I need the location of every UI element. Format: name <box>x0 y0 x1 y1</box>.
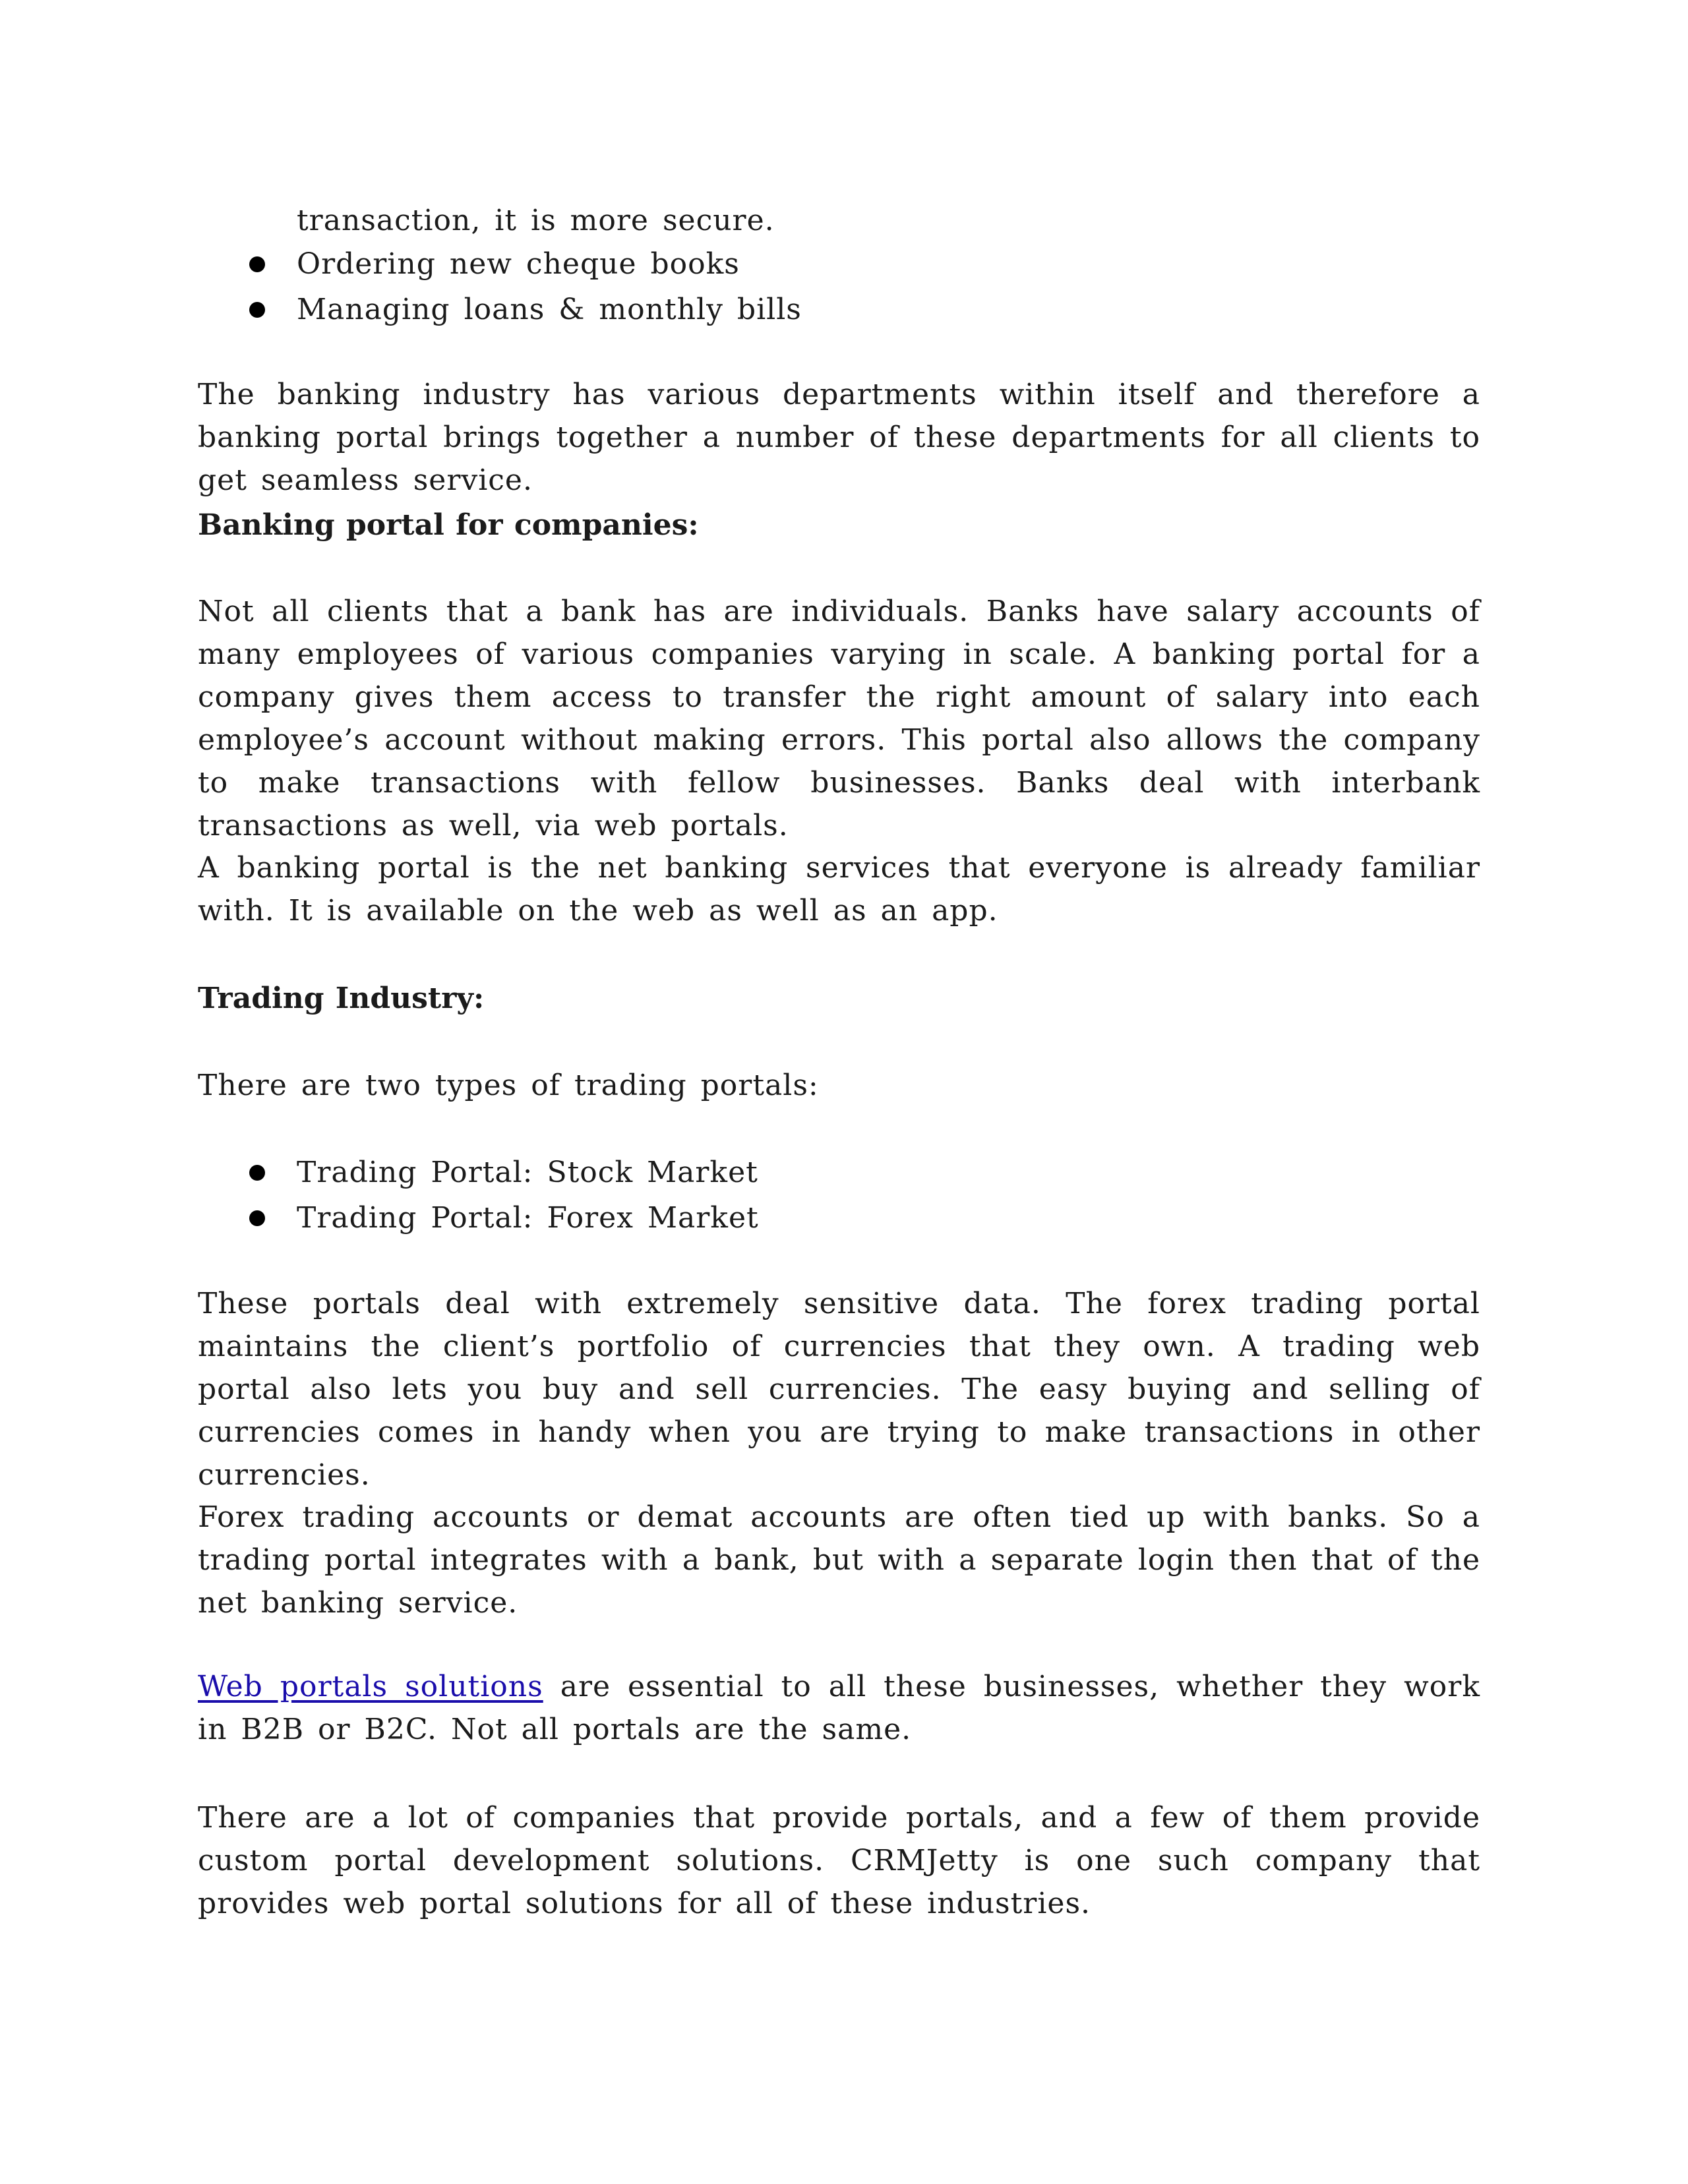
bullet-list-banking-services <box>198 241 1480 332</box>
paragraph-trading-types-intro: There are two types of trading portals: <box>198 1069 819 1102</box>
paragraph-crmjetty: There are a lot of companies that provide portals, and a few of them provide custom portal development solutions. CRMJetty is one such company that provides web portal solutions for all of these industries. <box>198 1801 1480 1920</box>
list-item-text: Managing loans & monthly bills <box>297 293 802 326</box>
bullet-list-trading-portals <box>198 1150 1480 1241</box>
paragraph-net-banking: A banking portal is the net banking services that everyone is already familiar with. It is available on the web as well as an app. <box>198 851 1480 928</box>
bullet-dot-icon <box>249 1210 265 1226</box>
list-item-text: Ordering new cheque books <box>297 247 740 281</box>
paragraph-forex-accounts: Forex trading accounts or demat accounts are often tied up with banks. So a trading portal integrates with a bank, but with a separate login then that of the net banking service. <box>198 1500 1480 1620</box>
list-item <box>198 287 1480 332</box>
list-item-text: Trading Portal: Stock Market <box>297 1156 758 1189</box>
paragraph-forex-portal: These portals deal with extremely sensitive data. The forex trading portal maintains the client’s portfolio of currencies that they own. A trading web portal also lets you buy and sell currencies. The easy buying and selling of currencies comes in handy when you are trying to make transactions in other currencies. <box>198 1287 1480 1492</box>
web-portals-solutions-link[interactable]: Web portals solutions <box>198 1670 543 1703</box>
continuation-text: transaction, it is more secure. <box>297 204 775 237</box>
paragraph-company-portal: Not all clients that a bank has are individuals. Banks have salary accounts of many employees of various companies varying in scale. A banking portal for a company gives them access to transfer the right amount of salary into each employee’s account without making errors. This portal also allows the company to make transactions with fellow businesses. Banks deal with interbank transactions as well, via web portals. <box>198 595 1480 842</box>
list-item <box>198 241 1480 287</box>
paragraph-text: are essential to all these businesses, whether they work in B2B or B2C. Not all portals are the same. <box>198 1670 1480 1746</box>
heading-banking-portal-companies: Banking portal for companies: <box>198 508 699 542</box>
list-item <box>198 1150 1480 1195</box>
paragraph-banking-departments: The banking industry has various departments within itself and therefore a banking portal brings together a number of these departments for all clients to get seamless service. <box>198 378 1480 497</box>
bullet-dot-icon <box>249 1165 265 1181</box>
heading-trading-industry: Trading Industry: <box>198 982 485 1015</box>
list-item <box>198 1195 1480 1241</box>
list-item-text: Trading Portal: Forex Market <box>297 1201 759 1235</box>
bullet-dot-icon <box>249 256 265 272</box>
bullet-dot-icon <box>249 302 265 318</box>
paragraph-web-portal-solutions <box>198 1665 1480 1751</box>
